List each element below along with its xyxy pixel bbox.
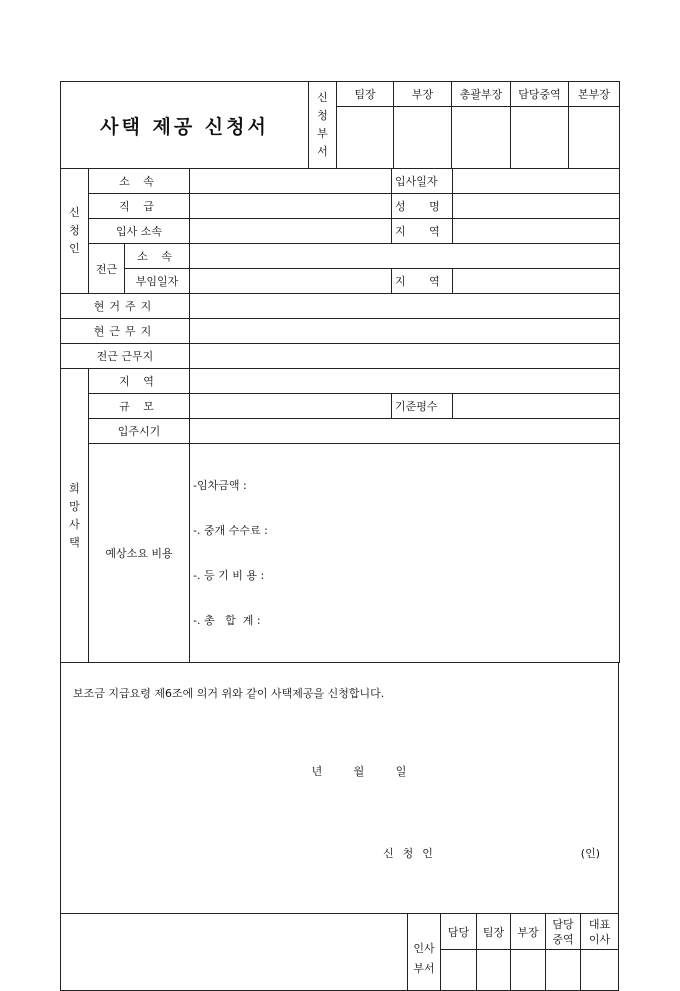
join-affiliation-label: 입사 소속 [89, 219, 190, 244]
application-form [60, 81, 619, 991]
size-label: 규 모 [89, 394, 190, 419]
hr-dept-label: 인사부서 [408, 914, 441, 991]
current-residence-field[interactable] [190, 294, 620, 319]
hr-col-ceo: 대표이사 [581, 914, 619, 950]
desired-region-field[interactable] [190, 369, 620, 394]
rank-label: 직 급 [89, 194, 190, 219]
applicant-signature-label: 신청인 [383, 847, 442, 860]
transfer-date-label: 부임일자 [125, 269, 190, 294]
desired-region-label: 지 역 [89, 369, 190, 394]
rank-field[interactable] [190, 194, 392, 219]
std-area-field[interactable] [453, 394, 620, 419]
name-field[interactable] [453, 194, 620, 219]
hr-col-team-lead: 팀장 [477, 914, 511, 950]
hr-sign-ceo[interactable] [581, 950, 619, 991]
approval-col-general-manager: 총괄부장 [452, 82, 511, 107]
join-date-label: 입사일자 [392, 169, 453, 194]
applicant-section-label: 신청인 [61, 169, 89, 294]
approval-sign-team-lead[interactable] [337, 107, 394, 169]
region-label: 지 역 [392, 219, 453, 244]
cost-line-brokerage: -. 중개 수수료 : [193, 524, 268, 537]
hr-col-manager: 부장 [511, 914, 546, 950]
approval-sign-executive[interactable] [511, 107, 569, 169]
size-field[interactable] [190, 394, 392, 419]
cost-line-rent: -임차금액 : [193, 479, 247, 492]
body-table [60, 168, 620, 663]
transfer-label: 전근 [89, 244, 125, 294]
region-field[interactable] [453, 219, 620, 244]
join-affiliation-field[interactable] [190, 219, 392, 244]
approval-sign-general-manager[interactable] [452, 107, 511, 169]
hr-sign-executive[interactable] [546, 950, 581, 991]
transfer-affiliation-field[interactable] [190, 244, 620, 269]
hr-sign-staff[interactable] [441, 950, 477, 991]
hr-sign-manager[interactable] [511, 950, 546, 991]
cost-line-total: -. 총 합 계 : [193, 614, 261, 627]
transfer-workplace-label: 전근 근무지 [61, 344, 190, 369]
approval-dept-label: 신청부서 [309, 82, 337, 169]
seal-mark[interactable]: (인) [580, 847, 600, 860]
transfer-region-field[interactable] [453, 269, 620, 294]
hr-approval-table [407, 913, 619, 991]
hr-col-staff: 담당 [441, 914, 477, 950]
transfer-affiliation-label: 소 속 [125, 244, 190, 269]
current-residence-label: 현거주지 [61, 294, 190, 319]
approval-col-director: 본부장 [569, 82, 620, 107]
name-label: 성 명 [392, 194, 453, 219]
cost-label: 예상소요 비용 [89, 444, 190, 663]
move-in-field[interactable] [190, 419, 620, 444]
approval-col-team-lead: 팀장 [337, 82, 394, 107]
declaration-section [60, 663, 619, 914]
declaration-statement: 보조금 지급요령 제6조에 의거 위와 같이 사택제공을 신청합니다. [73, 687, 385, 700]
approval-sign-director[interactable] [569, 107, 620, 169]
hr-approval-section [60, 914, 619, 991]
transfer-workplace-field[interactable] [190, 344, 620, 369]
std-area-label: 기준평수 [392, 394, 453, 419]
hr-col-executive: 담당중역 [546, 914, 581, 950]
approval-sign-manager[interactable] [394, 107, 452, 169]
approval-col-executive: 담당중역 [511, 82, 569, 107]
hr-sign-team-lead[interactable] [477, 950, 511, 991]
approval-col-manager: 부장 [394, 82, 452, 107]
current-workplace-label: 현근무지 [61, 319, 190, 344]
date-line[interactable]: 년 월 일 [311, 765, 407, 778]
cost-breakdown[interactable] [190, 444, 620, 663]
header-table [60, 81, 620, 169]
affiliation-field[interactable] [190, 169, 392, 194]
affiliation-label: 소 속 [89, 169, 190, 194]
transfer-date-field[interactable] [190, 269, 392, 294]
join-date-field[interactable] [453, 169, 620, 194]
cost-line-registration: -. 등 기 비 용 : [193, 569, 265, 582]
form-title: 사택 제공 신청서 [61, 82, 309, 169]
transfer-region-label: 지 역 [392, 269, 453, 294]
current-workplace-field[interactable] [190, 319, 620, 344]
move-in-label: 입주시기 [89, 419, 190, 444]
desired-housing-section-label: 희망사택 [61, 369, 89, 663]
